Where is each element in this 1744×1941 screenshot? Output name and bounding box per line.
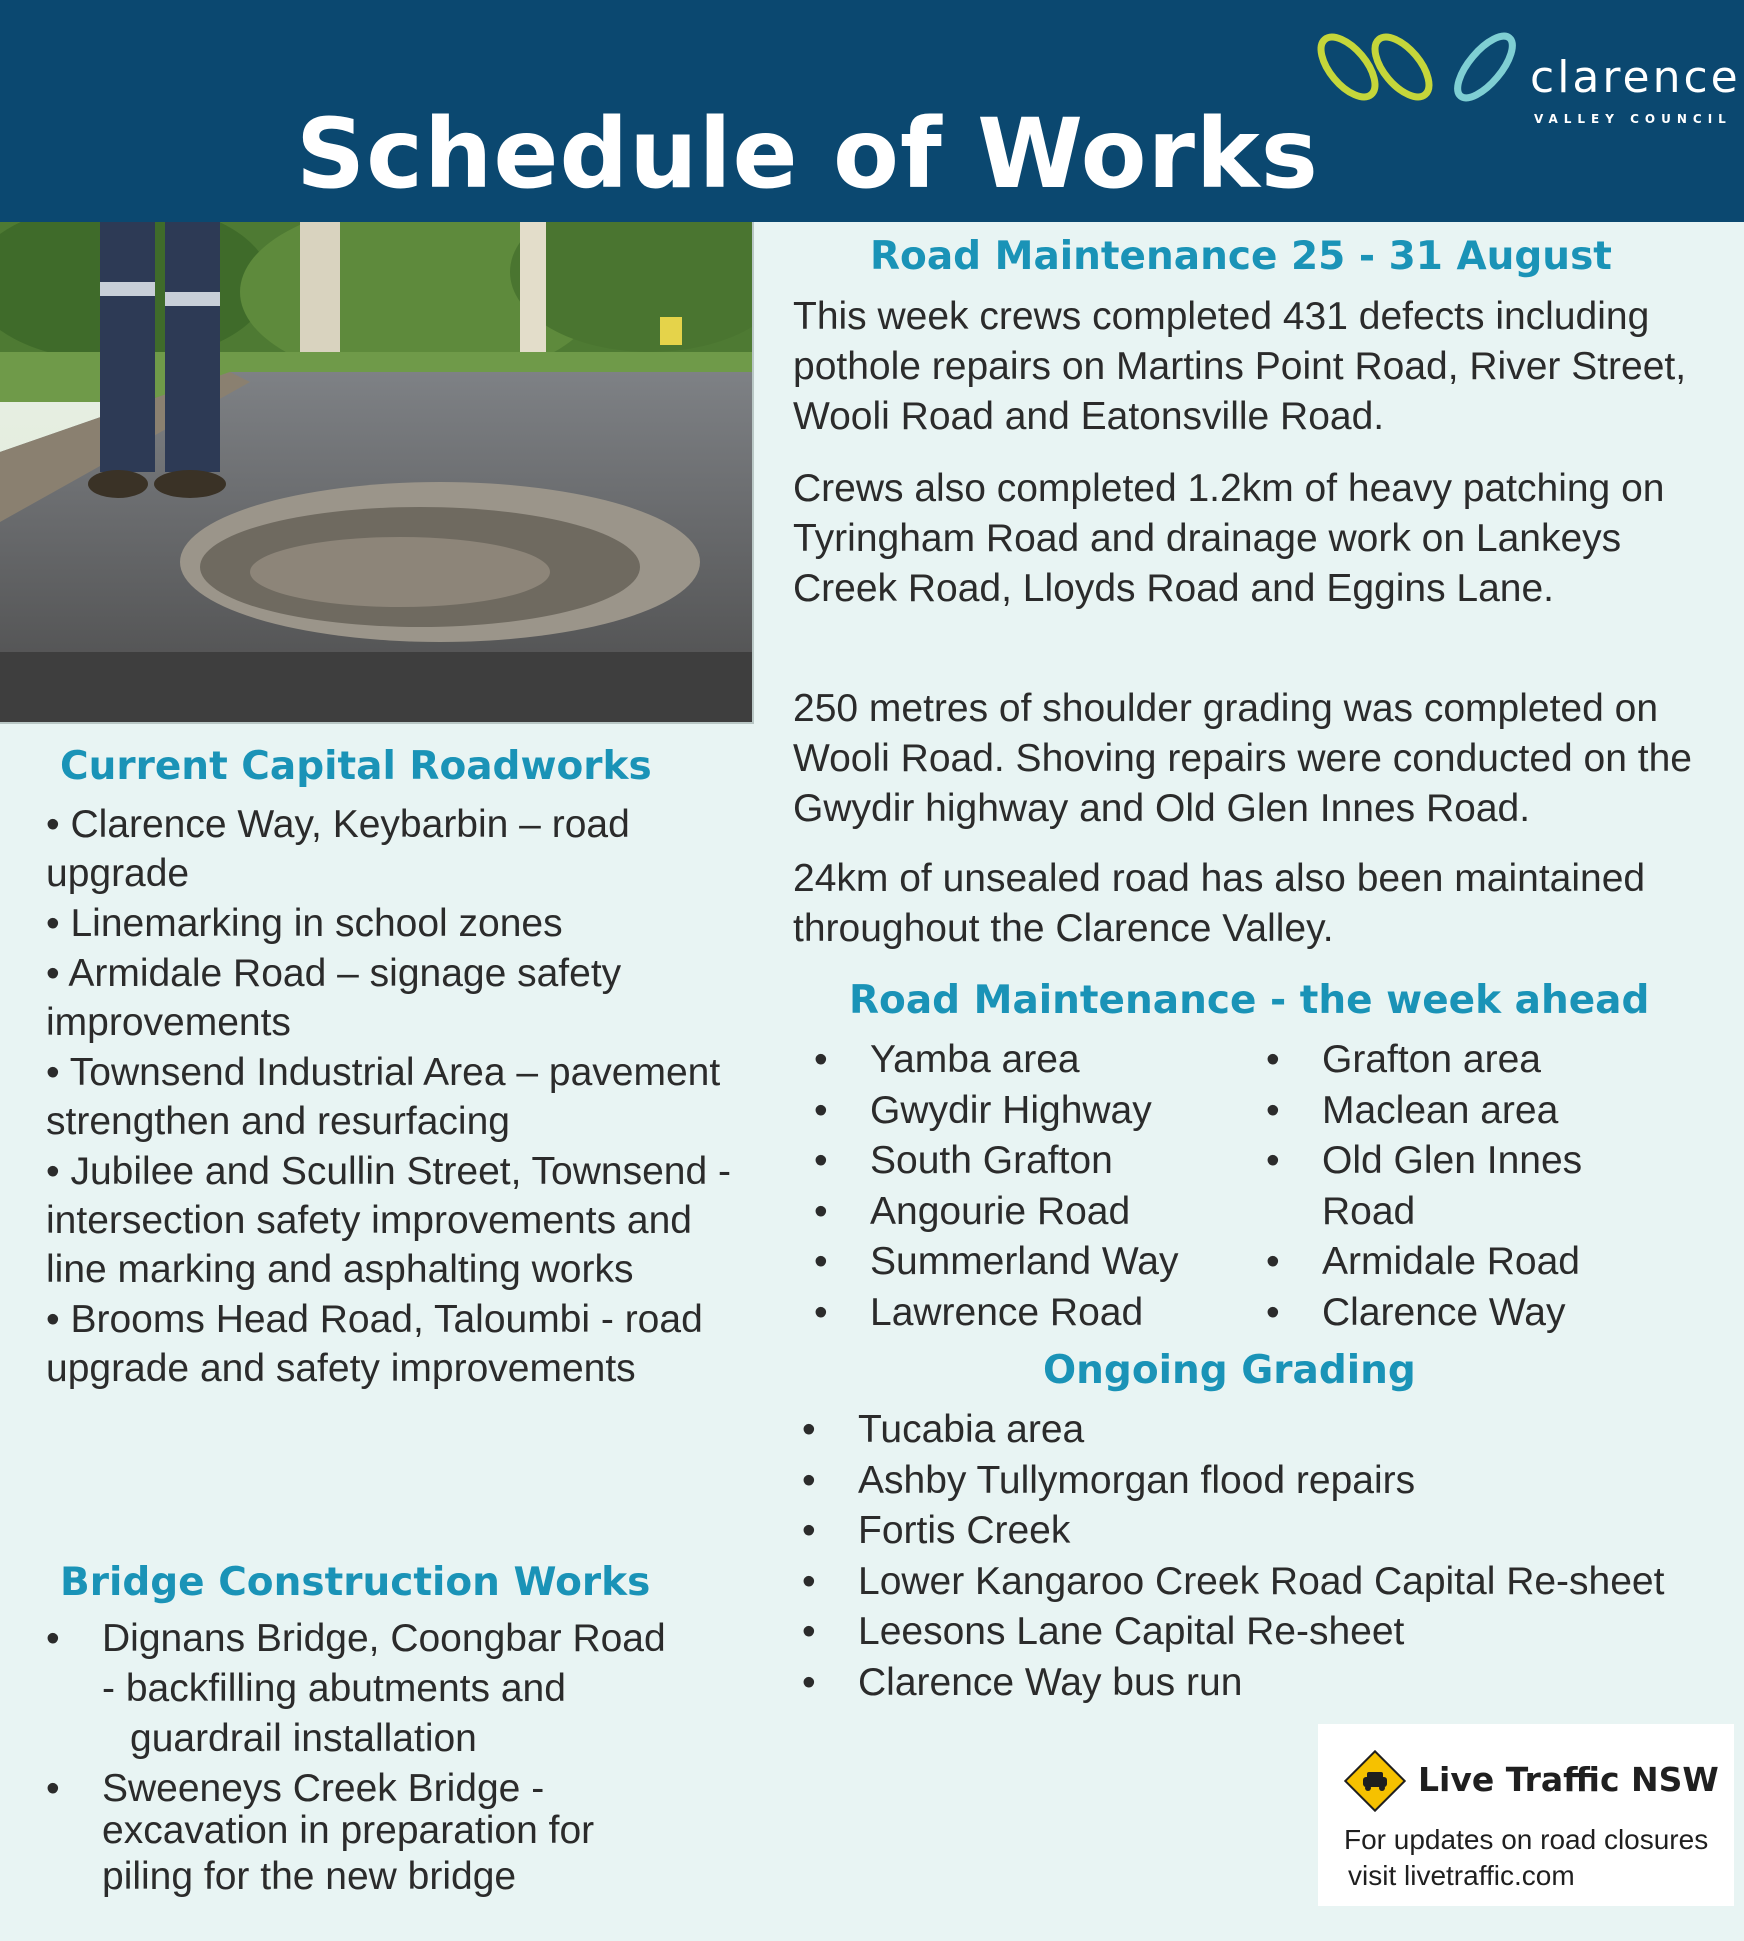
- ongoing-grading-heading: Ongoing Grading: [1043, 1348, 1416, 1393]
- maintenance-paragraph: This week crews completed 431 defects including pothole repairs on Martins Point Road, River Street, Wooli Road and Eatonsville Road.: [793, 295, 1687, 438]
- bridge-item-line: piling for the new bridge: [102, 1855, 517, 1898]
- bullet: •: [814, 1139, 828, 1182]
- bullet: •: [1266, 1038, 1280, 1081]
- logo-subtitle: VALLEY COUNCIL: [1534, 112, 1732, 126]
- bridge-item-line: Dignans Bridge, Coongbar Road: [102, 1617, 666, 1660]
- bridge-works-heading: Bridge Construction Works: [60, 1560, 651, 1605]
- logo-name: clarence: [1530, 52, 1741, 103]
- list-item-text: Lawrence Road: [870, 1290, 1144, 1334]
- list-item-text: Maclean area: [1322, 1088, 1559, 1132]
- bridge-item-line: - backfilling abutments and: [102, 1667, 566, 1710]
- bullet: •: [814, 1038, 828, 1081]
- bullet: •: [802, 1408, 816, 1451]
- list-item-text: Lower Kangaroo Creek Road Capital Re-sheet: [858, 1559, 1665, 1603]
- bullet: •: [46, 1617, 60, 1660]
- maintenance-heading: Road Maintenance 25 - 31 August: [870, 234, 1612, 279]
- bullet: •: [802, 1458, 816, 1502]
- list-item: • Clarence Way, Keybarbin – road upgrade: [46, 803, 630, 895]
- list-item: [46, 1614, 746, 1764]
- week-ahead-heading: Road Maintenance - the week ahead: [849, 978, 1650, 1023]
- list-item-text: Road: [1322, 1189, 1416, 1233]
- bullet: •: [1266, 1088, 1280, 1132]
- list-item-text: Grafton area: [1322, 1038, 1541, 1081]
- list-item: • Jubilee and Scullin Street, Townsend - intersection safety improvements and line marking and asphalting works: [46, 1150, 731, 1291]
- maintenance-paragraph: 24km of unsealed road has also been maintained throughout the Clarence Valley.: [793, 857, 1646, 950]
- list-item-text: South Grafton: [870, 1139, 1113, 1182]
- live-traffic-title: Live Traffic NSW: [1418, 1760, 1719, 1799]
- council-logo: [1310, 22, 1741, 126]
- list-item-text: Yamba area: [870, 1038, 1080, 1081]
- list-item-text: Tucabia area: [858, 1408, 1085, 1451]
- list-item-text: Ashby Tullymorgan flood repairs: [858, 1458, 1416, 1502]
- list-item-text: Gwydir Highway: [870, 1088, 1152, 1132]
- list-item: • Brooms Head Road, Taloumbi - road upgrade and safety improvements: [46, 1298, 703, 1390]
- maintenance-paragraph: 250 metres of shoulder grading was completed on Wooli Road. Shoving repairs were conducted on the Gwydir highway and Old Glen Innes Road.: [793, 687, 1692, 830]
- pothole-photo-illustration: [0, 222, 754, 724]
- list-item-text: Fortis Creek: [858, 1509, 1071, 1552]
- bullet: •: [802, 1660, 816, 1704]
- list-item-text: Leesons Lane Capital Re-sheet: [858, 1610, 1405, 1653]
- live-traffic-box[interactable]: [1318, 1724, 1734, 1906]
- bullet: •: [1266, 1290, 1280, 1334]
- bridge-item-line: guardrail installation: [130, 1717, 477, 1760]
- header-banner: [0, 0, 1744, 222]
- list-item-text: Summerland Way: [870, 1240, 1179, 1283]
- bullet: •: [1266, 1139, 1280, 1182]
- bullet: •: [802, 1559, 816, 1603]
- bridge-item-line: excavation in preparation for: [102, 1809, 595, 1852]
- logo-rings-icon: [1310, 22, 1530, 122]
- bullet: •: [814, 1240, 828, 1283]
- list-item-text: Clarence Way bus run: [858, 1660, 1243, 1704]
- capital-roadworks-heading: Current Capital Roadworks: [60, 744, 652, 789]
- bullet: •: [802, 1610, 816, 1653]
- pothole-photo: [0, 222, 754, 724]
- traffic-warning-icon: [1344, 1750, 1406, 1812]
- bullet: •: [46, 1767, 60, 1810]
- list-item: • Armidale Road – signage safety improvements: [46, 952, 622, 1044]
- live-traffic-text: For updates on road closures: [1344, 1824, 1709, 1855]
- list-item-text: Old Glen Innes: [1322, 1139, 1583, 1182]
- page-title: Schedule of Works: [296, 98, 1319, 210]
- list-item: [46, 1764, 746, 1902]
- list-item: • Linemarking in school zones: [46, 902, 563, 945]
- list-item-text: Armidale Road: [1322, 1240, 1580, 1283]
- bullet: •: [802, 1509, 816, 1552]
- bullet: •: [814, 1189, 828, 1233]
- list-item-text: Angourie Road: [870, 1189, 1131, 1233]
- list-item: • Townsend Industrial Area – pavement strengthen and resurfacing: [46, 1051, 721, 1143]
- maintenance-paragraph: Crews also completed 1.2km of heavy patching on Tyringham Road and drainage work on Lankeys Creek Road, Lloyds Road and Eggins Lane.: [793, 467, 1665, 610]
- bullet: •: [814, 1088, 828, 1132]
- bullet: •: [814, 1290, 828, 1334]
- bridge-works-list: [46, 1614, 746, 1902]
- list-item-text: Clarence Way: [1322, 1290, 1566, 1334]
- bridge-item-line: Sweeneys Creek Bridge -: [102, 1767, 545, 1810]
- bullet: •: [1266, 1240, 1280, 1283]
- live-traffic-link[interactable]: visit livetraffic.com: [1348, 1860, 1575, 1891]
- capital-roadworks-list: [46, 800, 736, 1394]
